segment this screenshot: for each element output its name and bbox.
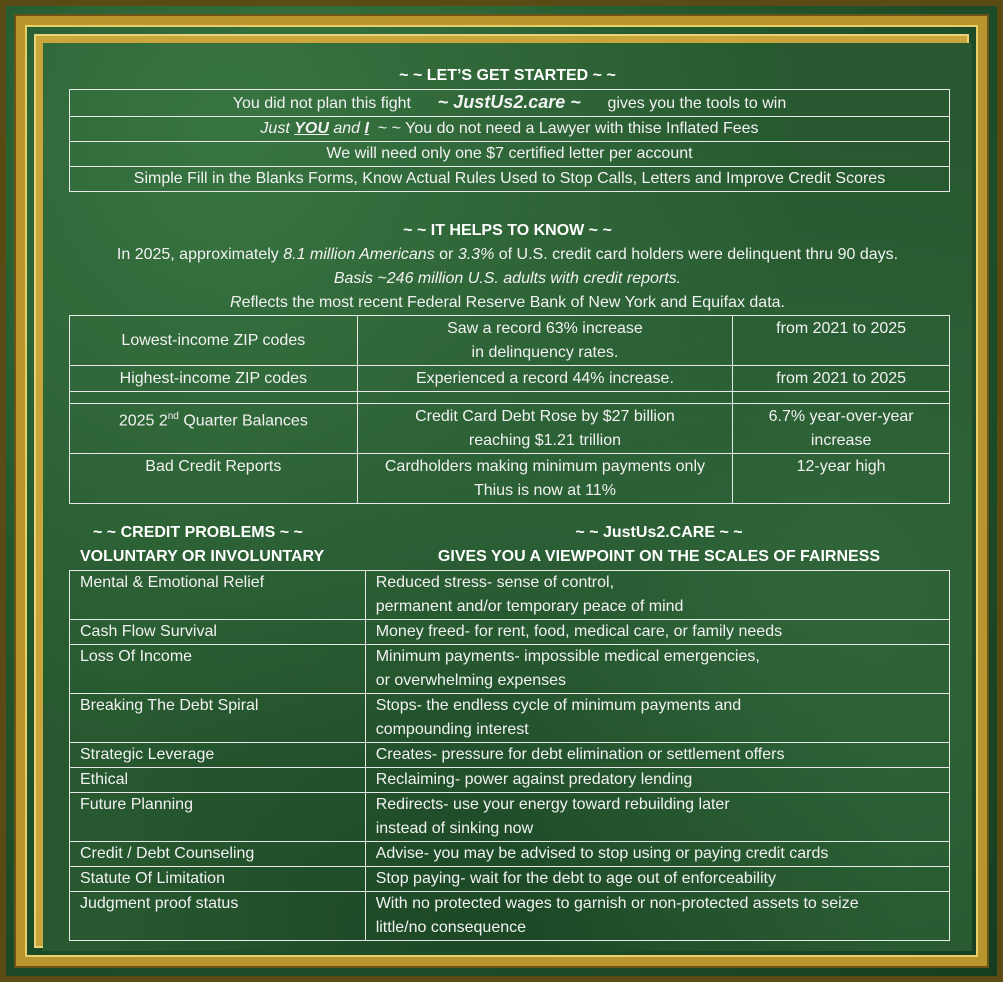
table-row <box>70 142 950 167</box>
stat-text: or <box>434 246 458 263</box>
stats-value <box>357 454 733 504</box>
table-row <box>70 571 950 620</box>
stats-value-line: Thius is now at 11% <box>473 482 616 499</box>
fairness-table <box>69 570 950 941</box>
stats-table <box>69 315 950 504</box>
brand-name: ~ JustUs2.care ~ <box>437 92 581 112</box>
table-row <box>70 892 950 941</box>
table-row <box>70 793 950 842</box>
stats-value <box>357 316 733 366</box>
problem-label: Cash Flow Survival <box>70 620 366 645</box>
stat-text: of U.S. credit card holders were delinquent thru 90 days. <box>494 246 899 263</box>
stats-value-line: Credit Card Debt Rose by $27 billion <box>415 408 675 425</box>
content-panel <box>43 43 972 951</box>
problems-subheading: VOLUNTARY OR INVOLUNTARY <box>80 548 325 565</box>
problem-label: Judgment proof status <box>70 892 366 941</box>
table-row <box>70 366 950 392</box>
brand-subheading: GIVES YOU A VIEWPOINT ON THE SCALES OF FAIRNESS <box>437 548 881 565</box>
problem-label: Statute Of Limitation <box>70 867 366 892</box>
stat-line-3 <box>43 294 972 312</box>
stats-value-line: reaching $1.21 trillion <box>468 432 621 449</box>
intro-line-3: We will need only one $7 certified letter per account <box>70 142 950 167</box>
problem-description <box>365 645 949 694</box>
stats-value <box>357 404 733 454</box>
table-row <box>70 645 950 694</box>
table-row <box>70 454 950 504</box>
stats-value: Experienced a record 44% increase. <box>357 366 733 392</box>
description-line: Money freed- for rent, food, medical care, or family needs <box>375 623 783 640</box>
table-row <box>70 694 950 743</box>
description-line: compounding interest <box>375 721 529 738</box>
description-line: Reduced stress- sense of control, <box>375 574 615 591</box>
problem-label: Breaking The Debt Spiral <box>70 694 366 743</box>
description-line: Advise- you may be advised to stop using or paying credit cards <box>375 845 829 862</box>
intro-text: Just <box>260 120 290 137</box>
stats-label-text: 2025 2 <box>118 412 168 430</box>
table-row <box>70 90 950 117</box>
ordinal-suffix: nd <box>167 411 179 422</box>
problem-description <box>365 842 949 867</box>
stat-line-1 <box>43 246 972 264</box>
problem-label: Credit / Debt Counseling <box>70 842 366 867</box>
stats-label: Highest-income ZIP codes <box>70 366 358 392</box>
table-row-spacer <box>70 392 950 404</box>
stat-emphasis: 3.3% <box>457 246 495 263</box>
intro-text: You did not plan this fight <box>232 95 411 112</box>
problem-description <box>365 743 949 768</box>
problem-description <box>365 768 949 793</box>
problem-label: Mental & Emotional Relief <box>70 571 366 620</box>
stat-line-2: Basis ~246 million U.S. adults with credit reports. <box>333 270 682 287</box>
stat-text: In 2025, approximately <box>116 246 284 263</box>
problem-description <box>365 620 949 645</box>
stats-label: Lowest-income ZIP codes <box>70 316 358 366</box>
description-line: Stops- the endless cycle of minimum payments and <box>375 697 742 714</box>
problem-description <box>365 694 949 743</box>
description-line: Redirects- use your energy toward rebuilding later <box>375 796 730 813</box>
stats-period: 12-year high <box>733 454 950 504</box>
stats-period-line: 6.7% year-over-year <box>768 408 914 425</box>
intro-text: gives you the tools to win <box>607 95 787 112</box>
emphasis-you: YOU <box>294 120 329 137</box>
problem-label: Strategic Leverage <box>70 743 366 768</box>
brand-heading: ~ ~ JustUs2.CARE ~ ~ <box>575 524 743 541</box>
table-row <box>70 743 950 768</box>
table-row <box>70 117 950 142</box>
description-line: Reclaiming- power against predatory lending <box>375 771 693 788</box>
intro-line-2 <box>70 117 950 142</box>
description-line: instead of sinking now <box>375 820 534 837</box>
stats-label <box>70 404 358 454</box>
description-line: permanent and/or temporary peace of mind <box>375 598 684 615</box>
problem-description <box>365 793 949 842</box>
intro-text: ~ ~ You do not need a Lawyer with thise Inflated Fees <box>377 120 759 137</box>
stat-emphasis: 8.1 million Americans <box>283 246 435 263</box>
stats-label-text: Quarter Balances <box>178 412 308 430</box>
table-row <box>70 167 950 192</box>
stat-emphasis: R <box>230 294 242 311</box>
description-line: little/no consequence <box>375 919 527 936</box>
description-line: or overwhelming expenses <box>375 672 567 689</box>
intro-line-4: Simple Fill in the Blanks Forms, Know Actual Rules Used to Stop Calls, Letters and Improve Credit Scores <box>70 167 950 192</box>
section2-heading: ~ ~ IT HELPS TO KNOW ~ ~ <box>403 222 612 239</box>
stats-period-line: increase <box>810 432 872 449</box>
description-line: Minimum payments- impossible medical emergencies, <box>375 648 760 665</box>
stats-value-line: Saw a record 63% increase <box>447 320 643 337</box>
problem-label: Loss Of Income <box>70 645 366 694</box>
table-row <box>70 620 950 645</box>
description-line: Stop paying- wait for the debt to age out of enforceability <box>375 870 776 887</box>
stats-period: from 2021 to 2025 <box>733 366 950 392</box>
section1-heading: ~ ~ LET’S GET STARTED ~ ~ <box>399 67 616 84</box>
stats-period <box>733 404 950 454</box>
table-row <box>70 316 950 366</box>
problem-label: Future Planning <box>70 793 366 842</box>
stats-value-line: in delinquency rates. <box>471 344 619 361</box>
section1-table <box>69 89 950 192</box>
intro-text: and <box>333 120 361 137</box>
stat-text: eflects the most recent Federal Reserve Bank of New York and Equifax data. <box>241 294 785 311</box>
table-row <box>70 768 950 793</box>
problem-description <box>365 571 949 620</box>
problems-heading: ~ ~ CREDIT PROBLEMS ~ ~ <box>93 524 303 541</box>
problem-description <box>365 892 949 941</box>
problem-label: Ethical <box>70 768 366 793</box>
description-line: With no protected wages to garnish or non-protected assets to seize <box>375 895 859 912</box>
table-row <box>70 842 950 867</box>
intro-line-1 <box>70 90 950 117</box>
description-line: Creates- pressure for debt elimination or settlement offers <box>375 746 785 763</box>
problem-description <box>365 867 949 892</box>
stats-period: from 2021 to 2025 <box>733 316 950 366</box>
stats-label: Bad Credit Reports <box>70 454 358 504</box>
stats-value-line: Cardholders making minimum payments only <box>384 458 705 475</box>
emphasis-i: I <box>364 120 369 137</box>
table-row <box>70 404 950 454</box>
table-row <box>70 867 950 892</box>
